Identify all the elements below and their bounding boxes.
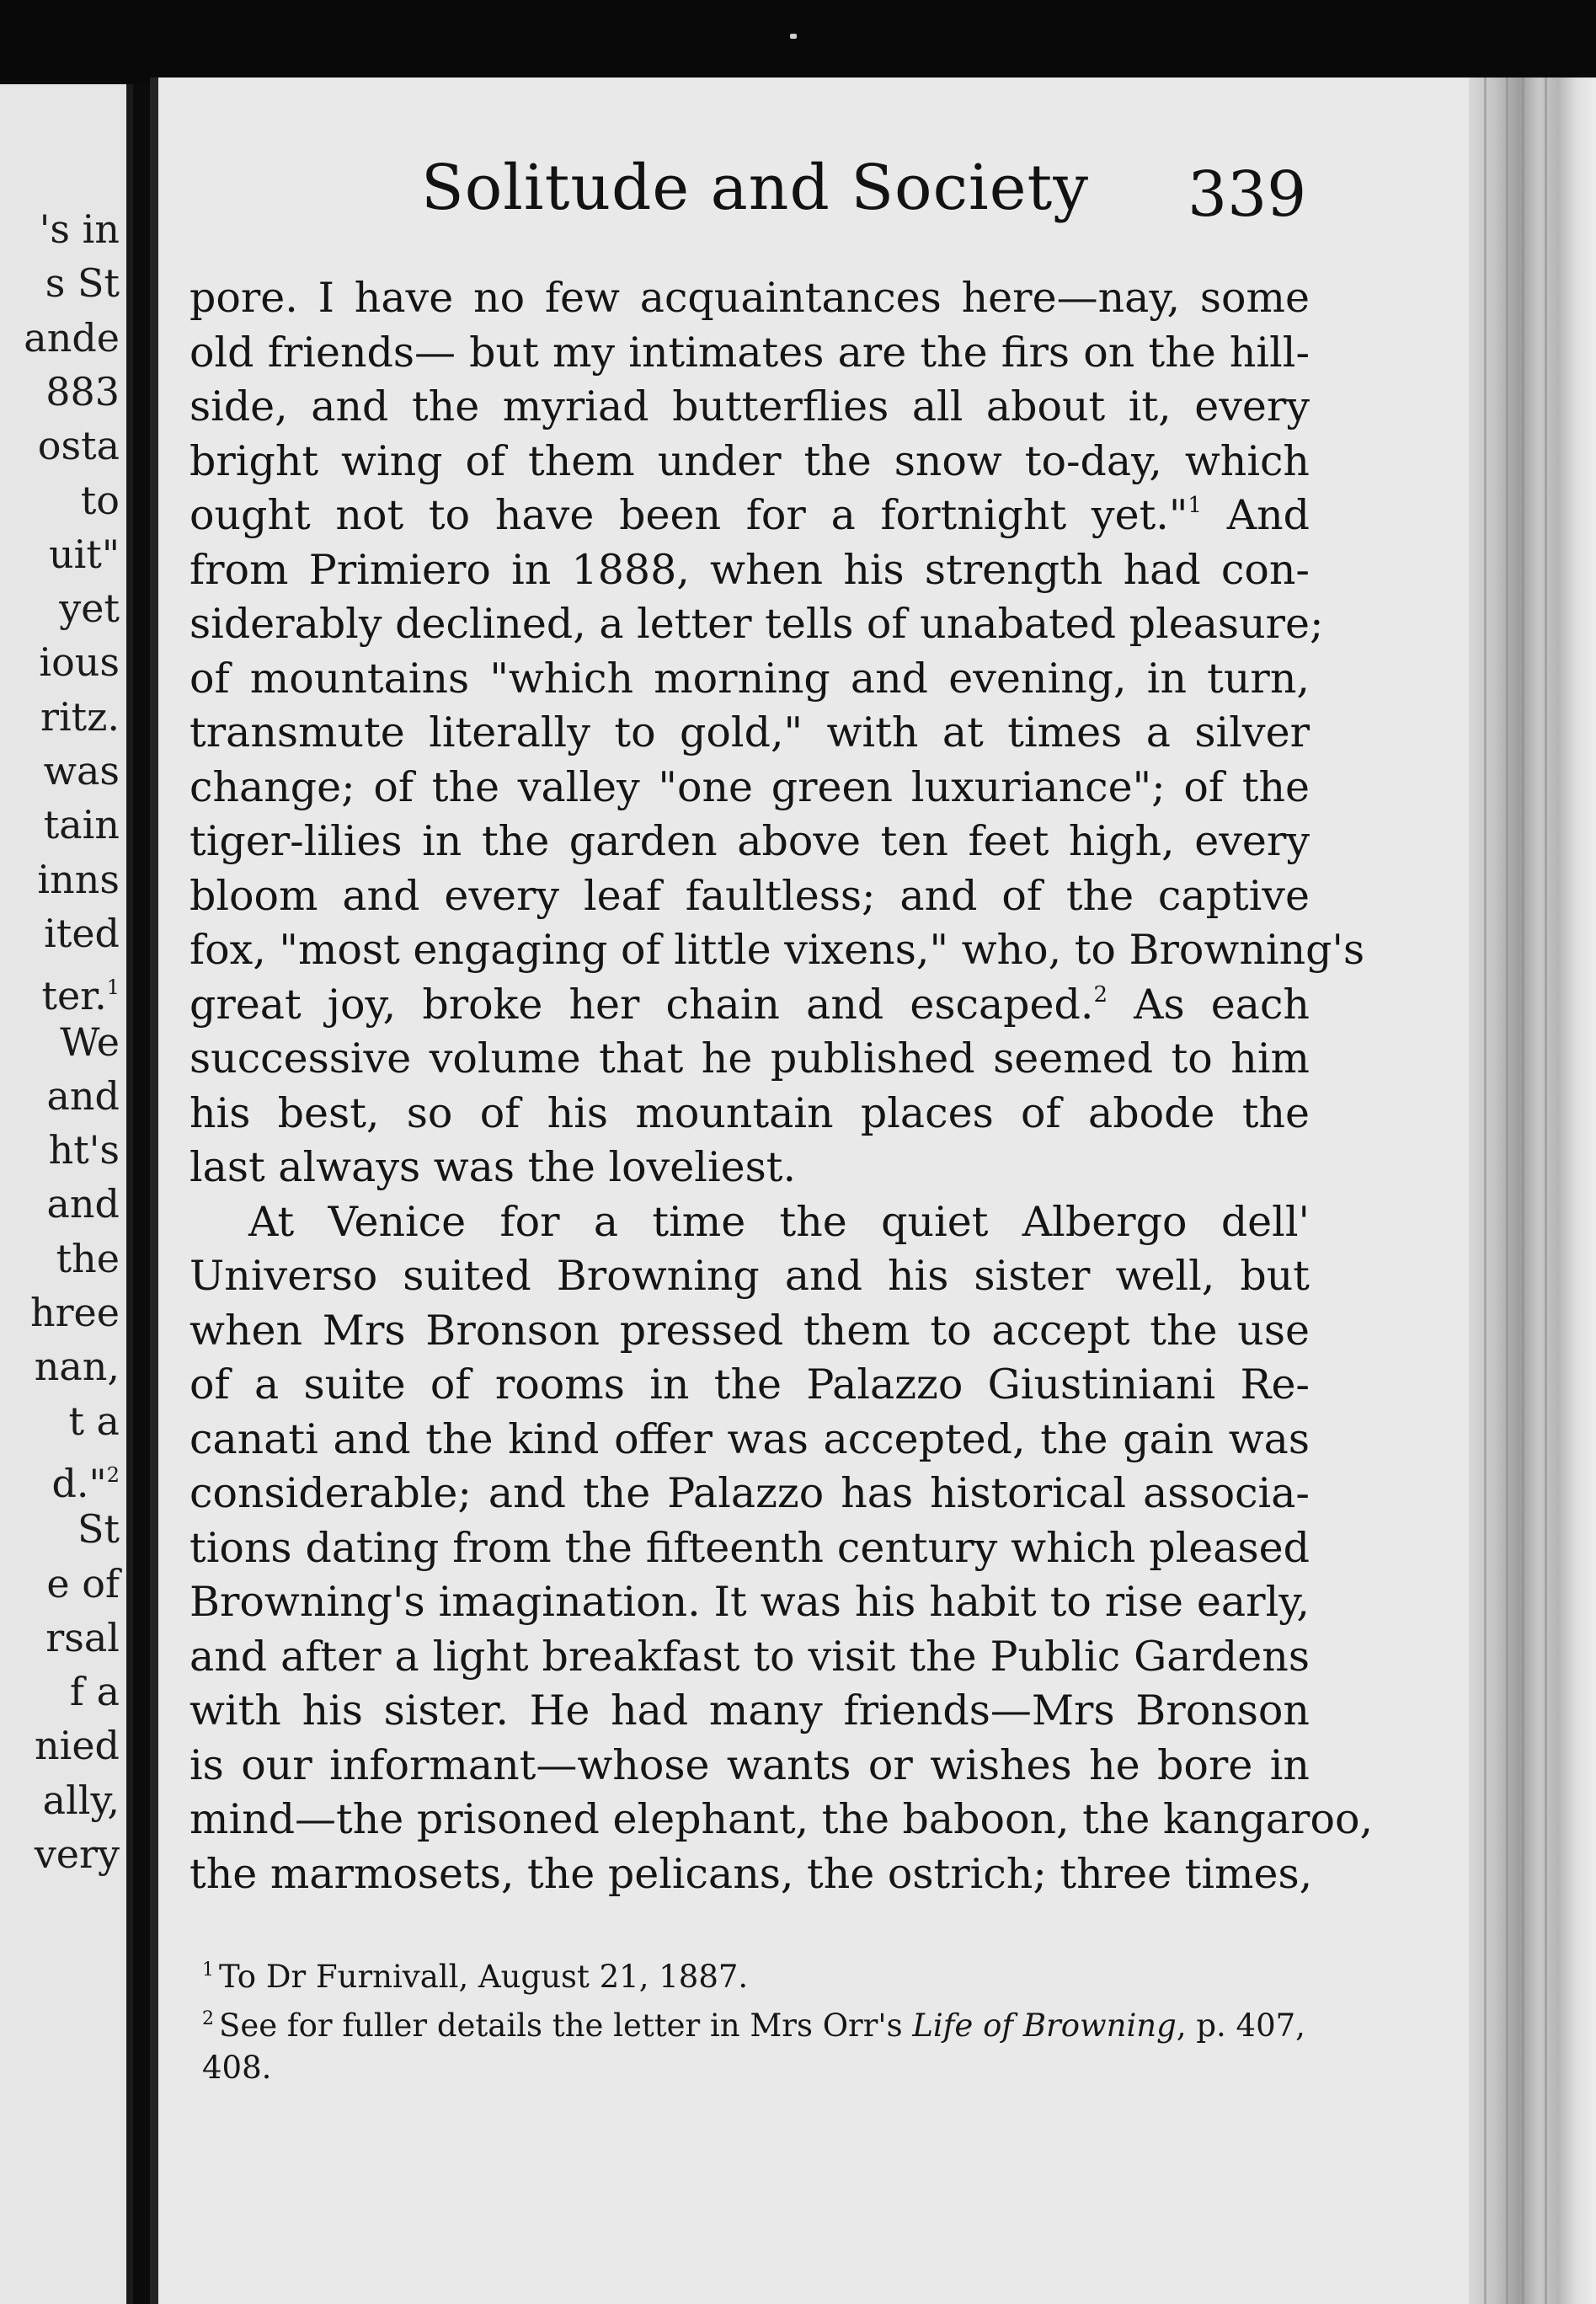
- edge-streak: [1522, 78, 1524, 2304]
- edge-streak: [1545, 78, 1547, 2304]
- facing-page-line: rsal: [45, 1614, 120, 1660]
- facing-page-line: the: [56, 1235, 120, 1281]
- text-line: pore. I have no few acquaintances here—nay, some: [189, 274, 1310, 322]
- footnote-reference: 2: [106, 1462, 120, 1487]
- text-line: change; of the valley "one green luxuriance"; of the: [189, 762, 1310, 811]
- facing-page-line: ter.$^1$: [41, 973, 120, 1019]
- facing-page-line: ally,: [42, 1777, 120, 1823]
- text-line: last always was the loveliest.: [189, 1143, 797, 1191]
- edge-streak: [1484, 78, 1487, 2304]
- facing-page-line: ande: [24, 314, 120, 361]
- text-line: Browning's imagination. It was his habit to rise early,: [189, 1578, 1310, 1626]
- text-line: of mountains "which morning and evening, in turn,: [189, 654, 1310, 703]
- text-line: is our informant—whose wants or wishes he bore in: [189, 1740, 1310, 1789]
- facing-page-line: d."$^2$: [51, 1460, 120, 1506]
- footnote-reference: 1: [106, 976, 120, 1000]
- facing-page-line: nied: [34, 1723, 120, 1769]
- footnote: 408.: [202, 2050, 272, 2086]
- text-line: old friends— but my intimates are the firs on the hill-: [189, 328, 1310, 377]
- text-line: At Venice for a time the quiet Albergo dell': [248, 1197, 1310, 1246]
- facing-page-line: to: [80, 477, 120, 523]
- text-line: bright wing of them under the snow to-day, which: [189, 436, 1310, 485]
- text-line: from Primiero in 1888, when his strength had con-: [189, 545, 1310, 594]
- scan-mark: [790, 34, 797, 39]
- facing-page-line: 883: [45, 368, 120, 414]
- text-line: of a suite of rooms in the Palazzo Giustiniani Re-: [189, 1360, 1310, 1409]
- facing-page-line: ited: [44, 910, 120, 956]
- running-head: Solitude and Society: [421, 152, 1090, 224]
- footnote: $^2$ See for fuller details the letter in Mrs Orr's Life of Browning, p. 407,: [202, 2007, 1305, 2044]
- page-stack-edge: [1469, 78, 1596, 2304]
- facing-page-line: e of: [46, 1560, 120, 1606]
- text-line: canati and the kind offer was accepted, the gain was: [189, 1414, 1310, 1463]
- facing-page-line: ritz.: [40, 693, 120, 740]
- facing-page-line: We: [60, 1018, 120, 1065]
- footnote-marker: 1: [202, 1959, 214, 1981]
- text-line: bloom and every leaf faultless; and of the captive: [189, 871, 1310, 920]
- facing-page-line: St: [77, 1506, 120, 1553]
- facing-page-line: s St: [45, 260, 120, 307]
- footnote-reference: 1: [1188, 493, 1202, 518]
- facing-page-line: f a: [69, 1669, 120, 1715]
- text-line: Universo suited Browning and his sister well, but: [189, 1252, 1310, 1300]
- facing-page-fragment: [0, 84, 133, 2304]
- footnote-marker: 2: [202, 2008, 214, 2029]
- facing-page-line: ious: [39, 639, 120, 686]
- facing-page-line: and: [46, 1181, 120, 1227]
- text-line: great joy, broke her chain and escaped.$^2$ As each: [189, 980, 1310, 1029]
- text-line: his best, so of his mountain places of abode the: [189, 1088, 1310, 1137]
- text-line: mind—the prisoned elephant, the baboon, the kangaroo,: [189, 1795, 1374, 1843]
- facing-page-line: uit": [49, 531, 120, 577]
- footnote-reference: 2: [1093, 981, 1108, 1008]
- facing-page-line: nan,: [34, 1344, 120, 1390]
- text-line: when Mrs Bronson pressed them to accept the use: [189, 1306, 1310, 1355]
- text-line: successive volume that he published seemed to him: [189, 1034, 1310, 1083]
- text-line: transmute literally to gold," with at times a silver: [189, 708, 1310, 756]
- text-line: tions dating from the fifteenth century which pleased: [189, 1523, 1310, 1572]
- edge-streak: [1506, 78, 1508, 2304]
- text-line: tiger-lilies in the garden above ten feet high, every: [189, 817, 1310, 865]
- text-line: siderably declined, a letter tells of unabated pleasure;: [189, 600, 1324, 648]
- facing-page-line: very: [34, 1831, 120, 1877]
- text-line: the marmosets, the pelicans, the ostrich; three times,: [189, 1849, 1313, 1898]
- facing-page-line: was: [43, 748, 120, 794]
- facing-page-line: osta: [37, 423, 120, 469]
- text-line: considerable; and the Palazzo has historical associa-: [189, 1469, 1310, 1517]
- facing-page-line: 's in: [39, 206, 120, 252]
- facing-page-line: hree: [29, 1290, 120, 1335]
- text-line: with his sister. He had many friends—Mrs Bronson: [189, 1687, 1310, 1735]
- text-line: fox, "most engaging of little vixens," who, to Browning's: [189, 926, 1365, 974]
- footnote: $^1$ To Dr Furnivall, August 21, 1887.: [202, 1959, 749, 1995]
- text-line: side, and the myriad butterflies all about it, every: [189, 382, 1310, 430]
- facing-page-line: and: [46, 1072, 120, 1119]
- footnotes: [202, 1949, 1348, 2089]
- facing-page-line: t a: [68, 1398, 120, 1444]
- book-title: Life of Browning: [912, 2007, 1177, 2044]
- text-line: and after a light breakfast to visit the Public Gardens: [189, 1632, 1310, 1681]
- facing-page-line: yet: [59, 585, 120, 632]
- page-number: 339: [1188, 158, 1307, 231]
- facing-page-line: inns: [37, 856, 120, 902]
- body-text: [189, 271, 1374, 1901]
- scan-top-border: [0, 0, 1596, 84]
- facing-page-line: ht's: [48, 1127, 120, 1173]
- text-line: ought not to have been for a fortnight yet."$^1$ And: [189, 491, 1310, 539]
- facing-page-line: tain: [43, 802, 120, 848]
